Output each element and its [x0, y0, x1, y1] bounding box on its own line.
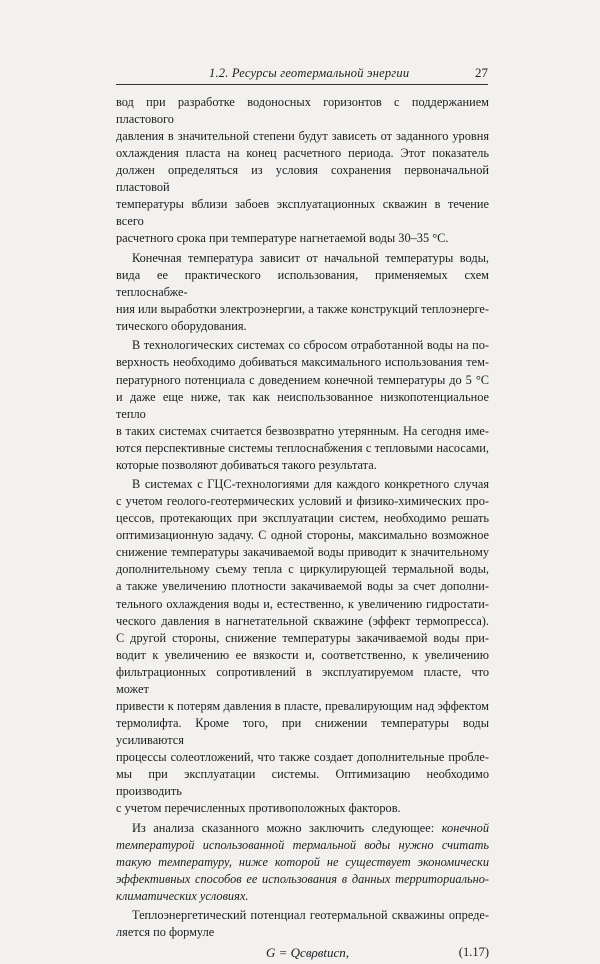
running-head [116, 64, 488, 85]
text-line: тического оборудования. [116, 319, 247, 333]
paragraph-6 [116, 907, 489, 941]
text-line: расчетного срока при температуре нагнетаемой воды 30–35 °C. [116, 231, 449, 246]
paragraph-1 [116, 94, 489, 247]
equation-expression: G = Qcвρвtисп, [266, 944, 349, 960]
text-line: процессы солеотложений, что также создает дополнительные пробле- [116, 749, 489, 764]
text-line: с учетом перечисленных противоположных факторов. [116, 801, 401, 816]
running-head-title: 1.2. Ресурсы геотермальной энергии [209, 66, 410, 80]
text-line: ческого давления в нагнетательной скважине (эффект термопресса). [116, 613, 489, 628]
text-line: тельного охлаждения воды и, естественно, к увеличению гидростати- [116, 596, 489, 611]
text-line: оптимизационную задачу. С одной стороны, максимально возможное [116, 528, 489, 543]
text-line: Теплоэнергетический потенциал геотермальной скважины опреде- [132, 908, 489, 923]
text-line: привести к потерям давления в пласте, превалирующим над эффектом [116, 698, 489, 713]
equation-number: (1.17) [458, 944, 489, 959]
equation [116, 944, 489, 964]
text-line: С другой стороны, снижение температуры закачиваемой воды при- [116, 630, 489, 645]
text-run: Из анализа сказанного можно заключить следующее: [132, 820, 442, 835]
text-line: ются перспективные системы теплоснабжения с тепловыми насосами, [116, 440, 489, 455]
paragraph-4 [116, 476, 489, 817]
text-line: с учетом геолого-геотермических условий и физико-химических про- [116, 494, 489, 509]
text-line: и даже еще ниже, так как неиспользованное низкопотенциальное тепло [116, 389, 489, 421]
text-line: в таких системах считается безвозвратно утерянным. На сегодня име- [116, 423, 489, 438]
text-line: эффективных способов ее использования в данных территориально- [116, 871, 489, 886]
text-line: ния или выработки электроэнергии, а также конструкций теплоэнерге- [116, 301, 489, 316]
text-line: водит к увеличению ее вязкости и, соответственно, к увеличению [116, 647, 489, 662]
text-line: В системах с ГЦС-технологиями для каждого конкретного случая [132, 477, 489, 492]
text-line: пературного потенциала с доведением конечной температуры до 5 °C [116, 372, 489, 387]
text-line: а также увеличению плотности закачиваемой воды за счет дополни- [116, 579, 489, 594]
text-line: В технологических системах со сбросом отработанной воды на по- [132, 338, 489, 353]
text-line: мы при эксплуатации системы. Оптимизацию необходимо производить [116, 767, 489, 799]
text-line: охлаждения пласта на конец расчетного периода. Этот показатель [116, 146, 489, 161]
text-line: которые позволяют добиваться такого результата. [116, 457, 377, 472]
text-line: дополнительному съему тепла с циркулирующей термальной воды, [116, 562, 489, 577]
page-number: 27 [475, 65, 488, 80]
text-line: давления в значительной степени будут зависеть от заданного уровня [116, 129, 489, 144]
text-line: вида ее практического использования, применяемых схем теплоснабже- [116, 267, 489, 299]
paragraph-2 [116, 250, 489, 335]
text-line: ляется по формуле [116, 925, 215, 940]
text-line: фильтрационных сопротивлений в эксплуатируемом пласте, что может [116, 664, 489, 696]
text-line: такую температуру, ниже которой не существует экономически [116, 854, 489, 869]
text-line: вод при разработке водоносных горизонтов с поддержанием пластового [116, 95, 489, 127]
text-line: верхность необходимо добиваться максимального использования тем- [116, 355, 489, 370]
text-line: климатических условиях. [116, 888, 249, 903]
paragraph-5 [116, 820, 489, 905]
text-line [116, 820, 489, 837]
text-line: температурой использованной термальной воды нужно считать [116, 837, 489, 852]
text-line: Конечная температура зависит от начальной температуры воды, [132, 250, 489, 265]
text-line: снижение температуры закачиваемой воды приводит к значительному [116, 545, 489, 560]
text-line: температуры вблизи забоев эксплуатационных скважин в течение всего [116, 197, 489, 229]
text-line: термолифта. Кроме того, при снижении температуры воды усиливаются [116, 715, 489, 747]
italic-run: конечной [441, 820, 489, 835]
text-line: должен определяться из условия сохранения первоначальной пластовой [116, 163, 489, 195]
paragraph-3 [116, 337, 489, 473]
body-text [116, 94, 489, 964]
text-line: цессов, протекающих при эксплуатации систем, необходимо решать [116, 511, 489, 526]
